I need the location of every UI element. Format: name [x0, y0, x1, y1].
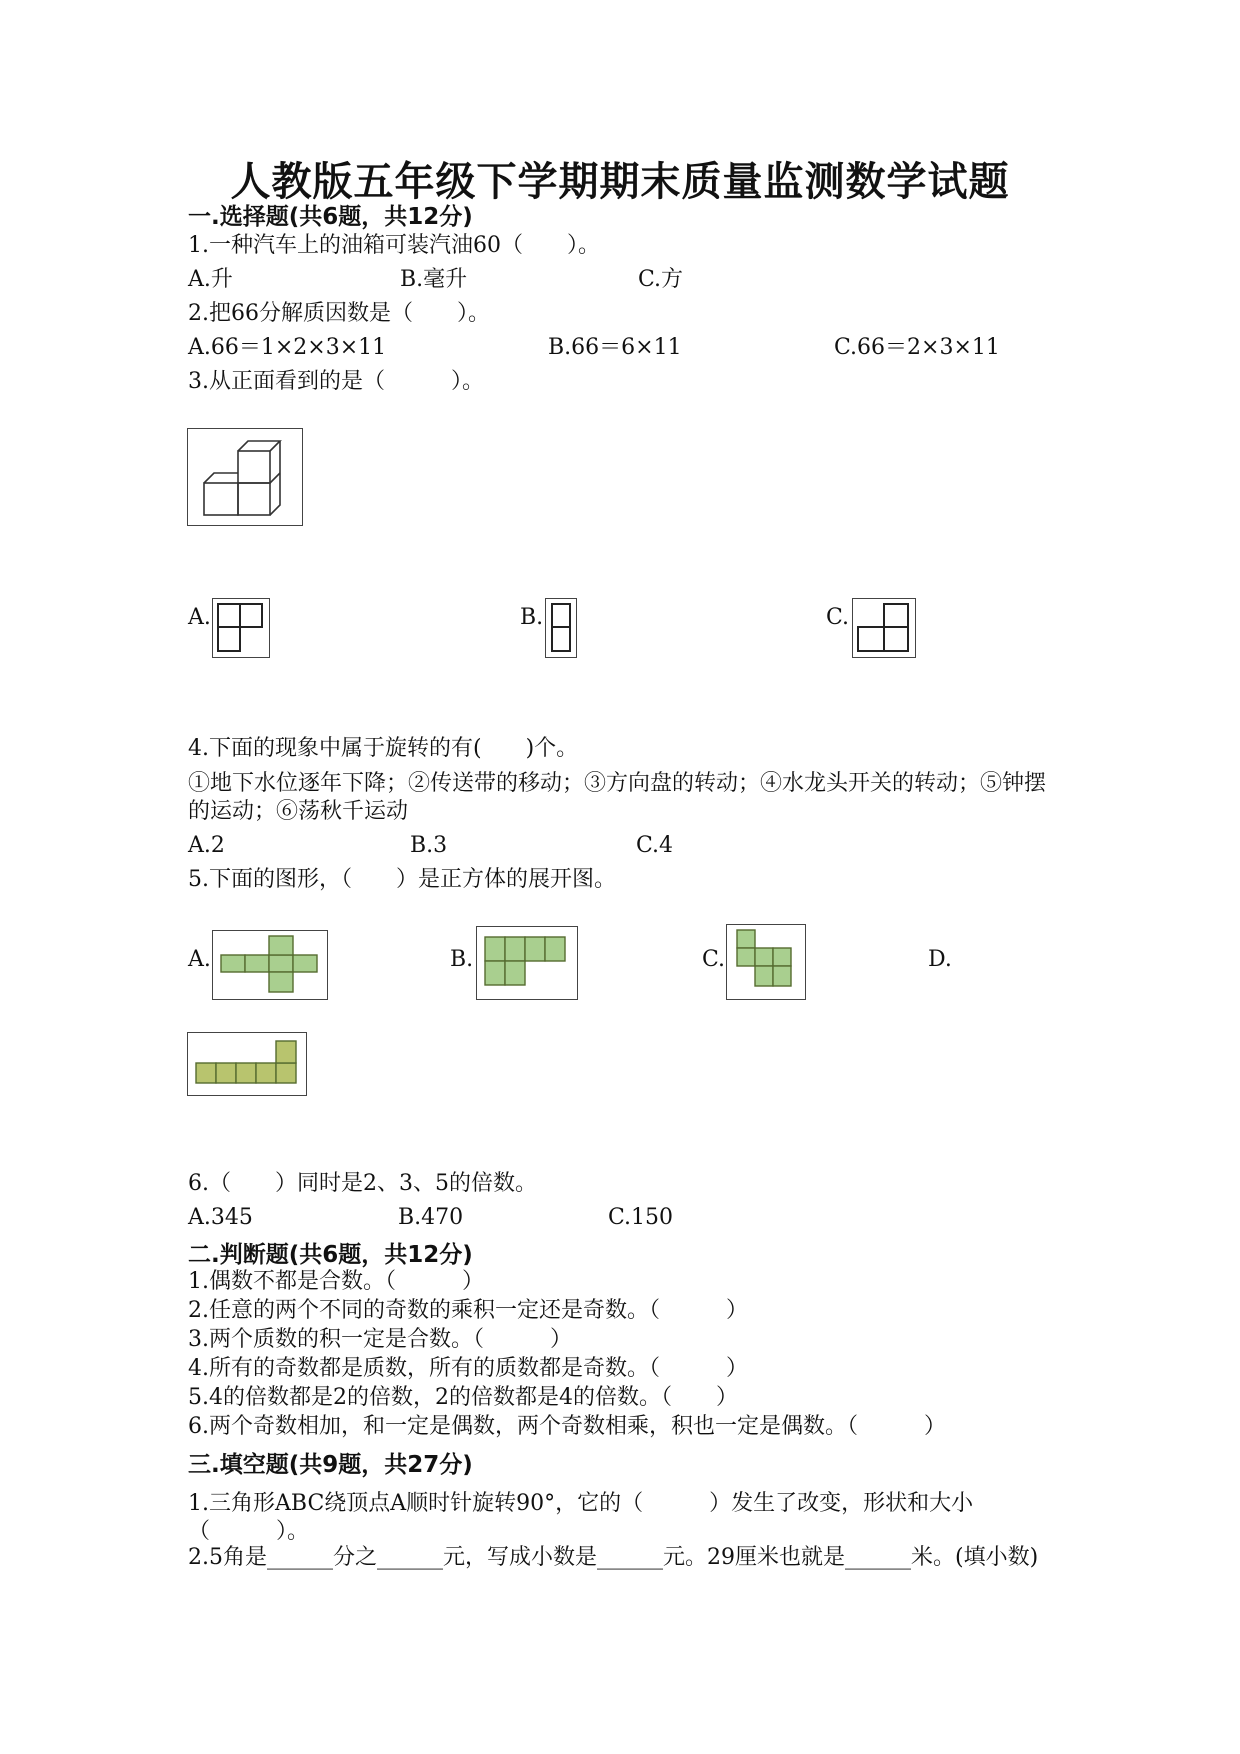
q5-option-d: D.: [928, 947, 952, 972]
q1-option-b: B.毫升: [400, 267, 468, 292]
q2-stem: 2.把66分解质因数是（ ）。: [188, 301, 490, 326]
q5-option-c-net: [726, 924, 806, 1000]
q5-option-c: C.: [702, 947, 726, 972]
q3-option-b: B.: [520, 605, 544, 630]
q1-option-a: A.升: [188, 267, 233, 292]
q3-option-c-figure: [852, 598, 916, 658]
judge-item-6: 6.两个奇数相加，和一定是偶数，两个奇数相乘，积也一定是偶数。（ ）: [188, 1414, 946, 1439]
q3-cube-figure: [187, 428, 303, 526]
q3-stem: 3.从正面看到的是（ ）。: [188, 369, 484, 394]
q5-option-b: B.: [450, 947, 474, 972]
judge-item-3: 3.两个质数的积一定是合数。（ ）: [188, 1327, 572, 1352]
q3-option-c: C.: [826, 605, 850, 630]
q1-option-c: C.方: [638, 267, 684, 292]
section2-heading: 二.判断题(共6题，共12分): [188, 1242, 473, 1268]
q6-option-a: A.345: [188, 1205, 253, 1230]
judge-item-1: 1.偶数不都是合数。（ ）: [188, 1269, 484, 1294]
q2-option-b: B.66＝6×11: [548, 335, 682, 360]
section1-heading: 一.选择题(共6题，共12分): [188, 204, 473, 230]
judge-item-2: 2.任意的两个不同的奇数的乘积一定还是奇数。（ ）: [188, 1298, 748, 1323]
q2-option-a: A.66＝1×2×3×11: [188, 335, 387, 360]
q6-option-b: B.470: [398, 1205, 464, 1230]
q5-option-a-net: [212, 930, 328, 1000]
judge-item-4: 4.所有的奇数都是质数，所有的质数都是奇数。（ ）: [188, 1356, 748, 1381]
fill-q2: 2.5角是______分之______元，写成小数是______元。29厘米也就是______米。(填小数): [188, 1545, 1039, 1570]
q4-detail: ①地下水位逐年下降；②传送带的移动；③方向盘的转动；④水龙头开关的转动；⑤钟摆的运动；⑥荡秋千运动: [188, 771, 1047, 824]
q4-option-b: B.3: [410, 833, 448, 858]
q4-stem: 4.下面的现象中属于旋转的有( )个。: [188, 736, 579, 761]
q6-option-c: C.150: [608, 1205, 674, 1230]
q3-option-b-figure: [545, 598, 577, 658]
section3-heading: 三.填空题(共9题，共27分): [188, 1452, 473, 1478]
q6-stem: 6.（ ）同时是2、3、5的倍数。: [188, 1171, 537, 1196]
q5-option-a: A.: [188, 947, 211, 972]
fill-q1: 1.三角形ABC绕顶点A顺时针旋转90°，它的（ ）发生了改变，形状和大小（ ）。: [188, 1491, 974, 1544]
q5-option-b-net: [476, 926, 578, 1000]
q4-option-a: A.2: [188, 833, 225, 858]
judge-item-5: 5.4的倍数都是2的倍数，2的倍数都是4的倍数。（ ）: [188, 1385, 738, 1410]
q3-option-a-figure: [212, 598, 270, 658]
q5-stem: 5.下面的图形，（ ）是正方体的展开图。: [188, 867, 616, 892]
q3-option-a: A.: [188, 605, 211, 630]
q5-option-d-net: [187, 1032, 307, 1096]
page-title: 人教版五年级下学期期末质量监测数学试题: [230, 158, 1010, 205]
q4-option-c: C.4: [636, 833, 674, 858]
q1-stem: 1.一种汽车上的油箱可装汽油60（ ）。: [188, 233, 600, 258]
q2-option-c: C.66＝2×3×11: [834, 335, 1000, 360]
